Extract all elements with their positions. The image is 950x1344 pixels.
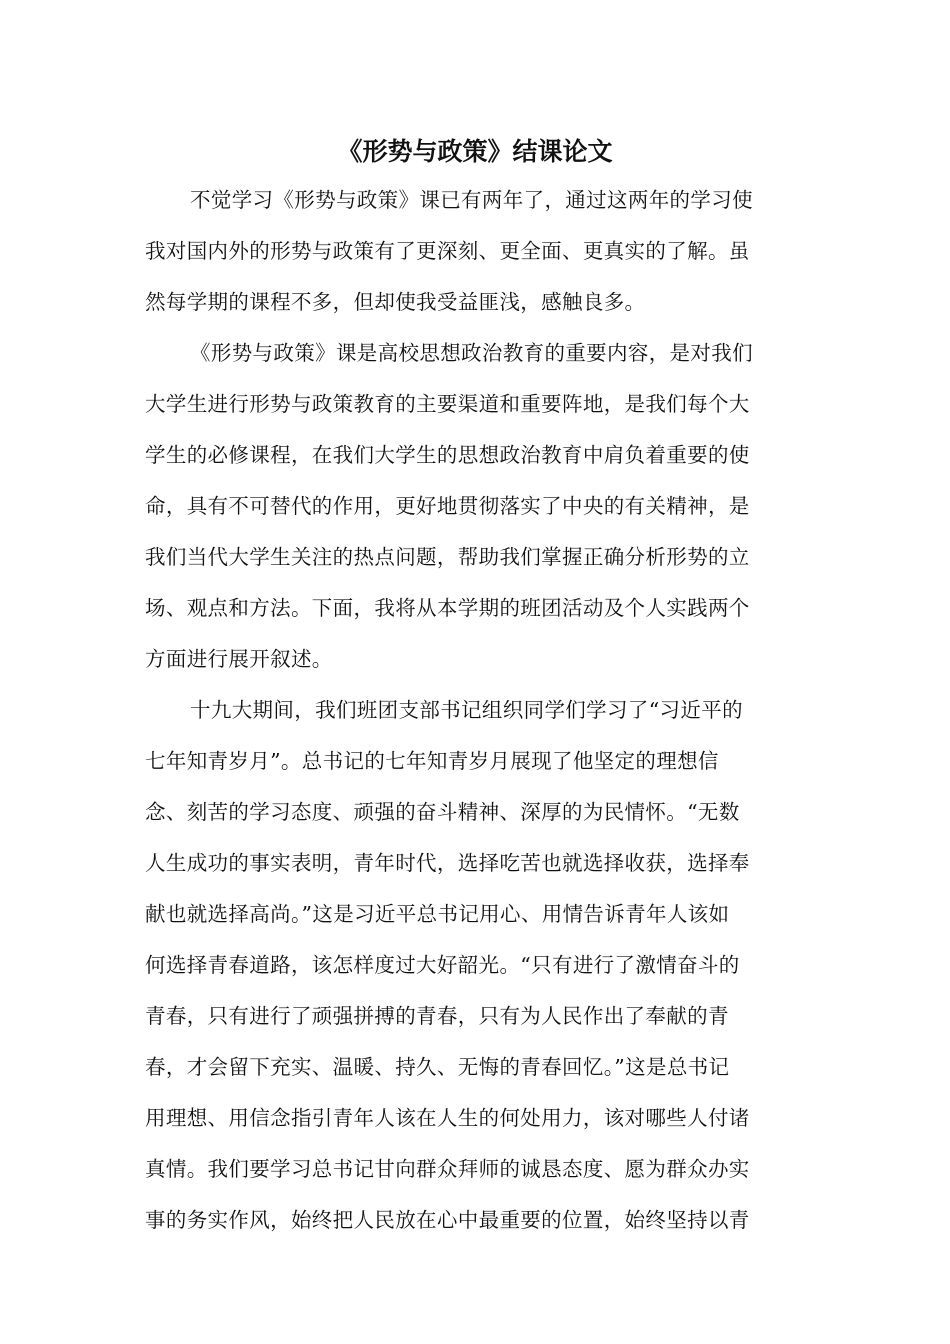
paragraph-line: 事的务实作风，始终把人民放在心中最重要的位置，始终坚持以青 bbox=[145, 1208, 750, 1232]
paragraph-line: 不觉学习《形势与政策》课已有两年了，通过这两年的学习使 bbox=[190, 188, 753, 212]
paragraph-line: 学生的必修课程，在我们大学生的思想政治教育中肩负着重要的使 bbox=[145, 443, 750, 467]
paragraph-line: 真情。我们要学习总书记甘向群众拜师的诚恳态度、愿为群众办实 bbox=[145, 1157, 750, 1181]
paragraph-line: 用理想、用信念指引青年人该在人生的何处用力，该对哪些人付诸 bbox=[145, 1106, 750, 1130]
paragraph-line: 然每学期的课程不多，但却使我受益匪浅，感触良多。 bbox=[145, 290, 646, 314]
paragraph-line: 场、观点和方法。下面，我将从本学期的班团活动及个人实践两个 bbox=[145, 596, 750, 620]
paragraph-line: 献也就选择高尚。”这是习近平总书记用心、用情告诉青年人该如 bbox=[145, 902, 730, 926]
paragraph-line: 《形势与政策》课是高校思想政治教育的重要内容，是对我们 bbox=[190, 341, 753, 365]
paragraph-line: 春，才会留下充实、温暖、持久、无悔的青春回忆。”这是总书记 bbox=[145, 1055, 730, 1079]
paragraph-line: 念、刻苦的学习态度、顽强的奋斗精神、深厚的为民情怀。“无数 bbox=[145, 800, 740, 824]
paragraph-line: 青春，只有进行了顽强拼搏的青春，只有为人民作出了奉献的青 bbox=[145, 1004, 729, 1028]
document-title: 《形势与政策》结课论文 bbox=[337, 137, 613, 166]
paragraph-line: 方面进行展开叙述。 bbox=[145, 647, 333, 671]
paragraph-line: 何选择青春道路，该怎样度过大好韶光。“只有进行了激情奋斗的 bbox=[145, 953, 740, 977]
paragraph-line: 我们当代大学生关注的热点问题，帮助我们掌握正确分析形势的立 bbox=[145, 545, 750, 569]
paragraph-line: 十九大期间，我们班团支部书记组织同学们学习了“习近平的 bbox=[190, 698, 743, 722]
paragraph-line: 命，具有不可替代的作用，更好地贯彻落实了中央的有关精神，是 bbox=[145, 494, 750, 518]
paragraph-line: 人生成功的事实表明，青年时代，选择吃苦也就选择收获，选择奉 bbox=[145, 851, 750, 875]
paragraph-line: 大学生进行形势与政策教育的主要渠道和重要阵地，是我们每个大 bbox=[145, 392, 750, 416]
paragraph-line: 七年知青岁月”。总书记的七年知青岁月展现了他坚定的理想信 bbox=[145, 749, 719, 773]
paragraph-line: 我对国内外的形势与政策有了更深刻、更全面、更真实的了解。虽 bbox=[145, 239, 750, 263]
